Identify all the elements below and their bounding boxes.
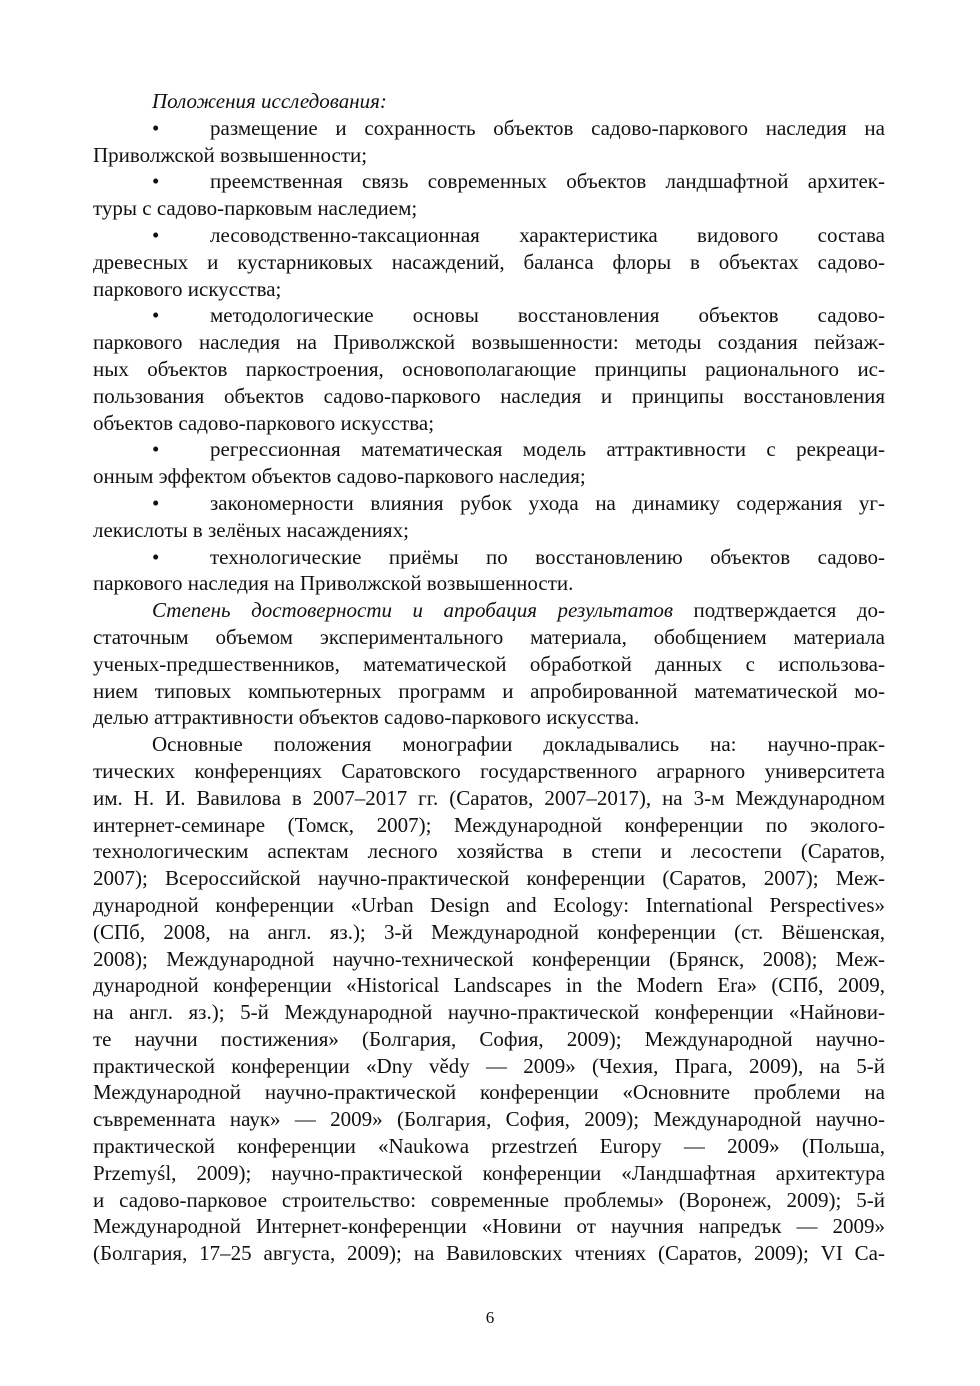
- bullet-continuation: древесных и кустарниковых насаждений, баланса флоры в объектах садово-: [93, 249, 885, 274]
- reliability-line: делью аттрактивности объектов садово-паркового искусства.: [93, 705, 640, 730]
- approbation-line: интернет-семинаре (Томск, 2007); Международной конференции по эколого-: [93, 812, 885, 837]
- approbation-line: дународной конференции «Urban Design and Ecology: International Perspectives»: [93, 892, 885, 917]
- reliability-line: статочным объемом экспериментального материала, обобщением материала: [93, 624, 885, 649]
- approbation-line: тических конференциях Саратовского государственного аграрного университета: [93, 758, 885, 783]
- bullet-line: • лесоводственно-таксационная характеристика видового состава: [152, 222, 885, 247]
- bullet-continuation: лекислоты в зелёных насаждениях;: [93, 517, 409, 542]
- bullet-line: • преемственная связь современных объектов ландшафтной архитек-: [152, 169, 885, 194]
- approbation-line: и садово-парковое строительство: современные проблемы» (Воронеж, 2009); 5-й: [93, 1187, 885, 1212]
- bullet-continuation: паркового искусства;: [93, 276, 282, 301]
- approbation-line: Przemyśl, 2009); научно-практической конференции «Ландшафтная архитектура: [93, 1160, 885, 1185]
- approbation-line: 2008); Международной научно-технической конференции (Брянск, 2008); Меж-: [93, 946, 885, 971]
- bullet-line: • регрессионная математическая модель аттрактивности с рекреаци-: [152, 437, 885, 462]
- bullet-icon: •: [152, 544, 160, 569]
- approbation-line: Международной научно-практической конференции «Основните проблеми на: [93, 1080, 885, 1105]
- approbation-line: (Болгария, 17–25 августа, 2009); на Вавиловских чтениях (Саратов, 2009); VI Са-: [93, 1241, 885, 1266]
- research-provisions-heading: Положения исследования:: [152, 89, 387, 113]
- approbation-line: практической конференции «Naukowa przestrzeń Europy — 2009» (Польша,: [93, 1134, 885, 1159]
- approbation-line: те научни постижения» (Болгария, София, 2009); Международной научно-: [93, 1026, 885, 1051]
- bullet-icon: •: [152, 222, 160, 247]
- reliability-paragraph-first-line: Степень достоверности и апробация результатов подтверждается до-: [152, 598, 885, 623]
- bullet-line: • методологические основы восстановления объектов садово-: [152, 303, 885, 328]
- bullet-continuation: онным эффектом объектов садово-паркового наследия;: [93, 464, 586, 489]
- bullet-continuation: паркового наследия на Приволжской возвышенности.: [93, 571, 574, 596]
- approbation-line: практической конференции «Dny vědy — 2009» (Чехия, Прага, 2009), на 5-й: [93, 1053, 885, 1078]
- bullet-icon: •: [152, 437, 160, 462]
- approbation-line: технологическим аспектам лесного хозяйства в степи и лесостепи (Саратов,: [93, 839, 885, 864]
- approbation-line: 2007); Всероссийской научно-практической конференции (Саратов, 2007); Меж-: [93, 866, 885, 891]
- approbation-line: Основные положения монографии докладывались на: научно-прак-: [152, 732, 885, 757]
- approbation-line: съвременната наук» — 2009» (Болгария, София, 2009); Международной научно-: [93, 1107, 885, 1132]
- document-page: [93, 88, 885, 1267]
- bullet-continuation: паркового наследия на Приволжской возвышенности: методы создания пейзаж-: [93, 330, 885, 355]
- reliability-line: нием типовых компьютерных программ и апробированной математической мо-: [93, 678, 885, 703]
- bullet-icon: •: [152, 303, 160, 328]
- bullet-continuation: объектов садово-паркового искусства;: [93, 410, 435, 435]
- bullet-line: • размещение и сохранность объектов садово-паркового наследия на: [152, 115, 885, 140]
- approbation-line: на англ. яз.); 5-й Международной научно-практической конференции «Найнови-: [93, 1000, 885, 1025]
- bullet-icon: •: [152, 169, 160, 194]
- bullet-line: • закономерности влияния рубок ухода на динамику содержания уг-: [152, 490, 885, 515]
- reliability-line: ученых-предшественников, математической обработкой данных с использова-: [93, 651, 885, 676]
- bullet-icon: •: [152, 115, 160, 140]
- bullet-continuation: пользования объектов садово-паркового наследия и принципы восстановления: [93, 383, 885, 408]
- approbation-line: им. Н. И. Вавилова в 2007–2017 гг. (Саратов, 2007–2017), на 3-м Международном: [93, 785, 885, 810]
- bullet-continuation: ных объектов паркостроения, основополагающие принципы рационального ис-: [93, 356, 885, 381]
- approbation-line: Международной Интернет-конференции «Новини от научния напредък — 2009»: [93, 1214, 885, 1239]
- bullet-icon: •: [152, 490, 160, 515]
- bullet-continuation: туры с садово-парковым наследием;: [93, 196, 418, 221]
- bullet-line: • технологические приёмы по восстановлению объектов садово-: [152, 544, 885, 569]
- approbation-line: дународной конференции «Historical Landscapes in the Modern Era» (СПб, 2009,: [93, 973, 885, 998]
- bullet-continuation: Приволжской возвышенности;: [93, 142, 368, 167]
- approbation-line: (СПб, 2008, на англ. яз.); 3-й Международной конференции (ст. Вёшенская,: [93, 919, 885, 944]
- page-number: 6: [485, 1308, 495, 1327]
